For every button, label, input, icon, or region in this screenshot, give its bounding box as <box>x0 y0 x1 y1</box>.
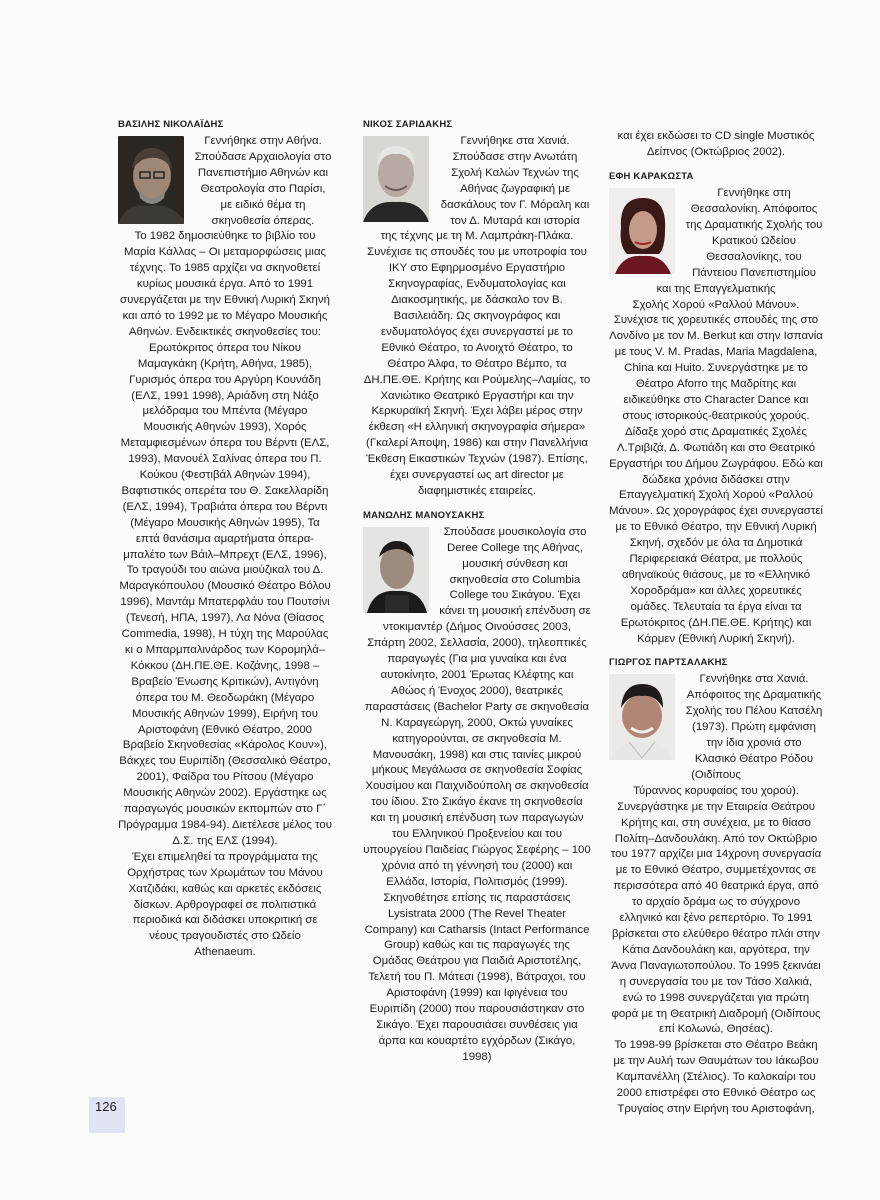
bio-intro-text: Γεννήθηκε στα Χανιά. Απόφοιτος της Δραματικής Σχολής του Πέλου Κατσέλη (1973). Πρώτη εμφάνιση την ίδια χρονιά στο Κλασικό Θέατρο Ρόδου (Οιδίπους <box>685 673 823 781</box>
person-name: ΜΑΝΩΛΗΣ ΜΑΝΟΥΣΑΚΗΣ <box>363 509 485 521</box>
bio-intro-text: Γεννήθηκε στη Θεσσαλονίκη. Απόφοιτος της Δραματικής Σχολής του Κρατικού Ωδείου Θεσσαλονίκης, του Πάντειου Πανεπιστημίου και της Επαγγελματικής <box>656 187 823 295</box>
person-name: ΕΦΗ ΚΑΡΑΚΩΣΤΑ <box>609 171 694 183</box>
portrait-photo <box>609 674 675 760</box>
portrait-photo <box>118 136 184 224</box>
bio-nikolaidis <box>118 118 332 961</box>
bio-body-text: Σχολής Χορού «Ραλλού Μάνου». Συνέχισε τις χορευτικές σπουδές της στο Λονδίνο με τον Μ. Berkut και στην Ισπανία με τους V. M. Pradas, Maria Magdalena, China και Huito. Συνεργάστηκε με το Θέατρο Aforro της Μαδρίτης και ειδικεύθηκε στο Character Dance και στους ιστορικούς-θεατρικούς χορούς. Δίδαξε χορό στις Δραματικές Σχολές Λ.Τριβιζά, Δ. Φωτιάδη και στο Θεατρικό Εργαστήρι του Δήμου Ζωγράφου. Εδώ και δώδεκα χρόνια διδάσκει στην Επαγγελματική Σχολή Χορού «Ραλλού Μάνου». Ως χορογράφος έχει συνεργαστεί με το Εθνικό Θέατρο, την Εθνική Λυρική Σκηνή, σχεδόν με όλα τα Δημοτικά Περιφερειακά Θέατρα, με πολλούς αθηναϊκούς θιάσους, με το «Ελληνικό Χοροδράμα» και άλλες χορευτικές ομάδες. Τελευταία τα έργα είναι τα Ερωτόκριτος (ΔΗ.ΠΕ.ΘΕ. Κρήτης) και Κάρμεν (Εθνική Λυρική Σκηνή). <box>609 298 823 645</box>
page-number: 126 <box>89 1097 125 1133</box>
bio-body-text: Τύραννος κορυφαίος του χορού). Συνεργάστηκε με την Εταιρεία Θεάτρου Κρήτης και, στη συνέχεια, με το θίασο Πολίτη–Δανδουλάκη. Από τον Οκτώβριο του 1977 αρχίζει μια 14χρονη συνεργασία με το Εθνικό Θέατρο, συμμετέχοντας σε περισσότερα από 40 θεατρικά έργα, από το αρχαίο δράμα ως το σύγχρονο ελληνικό και ξένο ρεπερτόριο. Το 1991 βρίσκεται στο ελεύθερο θέατρο πλάι στην Κάτια Δανδουλάκη και, αργότερα, την Άννα Παναγιωτοπούλου. Το 1995 ξεκινάει η συνεργασία του με τον Τάσο Χαλκιά, ενώ το 1998 συνεργάζεται για πρώτη φορά με τη Θεατρική Διαδρομή (Οιδίπους επί Κολωνώ, Θησέας). <box>610 784 822 1036</box>
bio-body-text: ντοκιμαντέρ (Δήμος Οινούσσες 2003, Σπάρτη 2002, Σελλασία, 2000), τηλεοπτικές παραγωγές (Για μια γυναίκα και ένα αυτοκίνητο, 2001 Έρωτας Κλέφτης και Αθώος ή Ένοχος 2000), θεατρικές παραστάσεις (Bachelor Party σε σκηνοθεσία Ν. Καραγεώργη, 2000, Οκτώ γυναίκες κατηγορούνται, σε σκηνοθεσία Μ. Μανουσάκη, 1998) και στις ταινίες μικρού μήκους Μεγάλωσα σε σκηνοθεσία Σοφίας Χουσίμου και Παιχνιδούπολη σε σκηνοθεσία του ίδιου. Στο Σικάγο έκανε τη σκηνοθεσία και τη μουσική επένδυση των παραγωγών του Ελληνικού Προξενείου και του υπουργείου Παιδείας Γιώργος Σεφέρης – 100 χρόνια από τη γέννησή του (2000) και Ελλάδα, Ιστορία, Πολιτισμός (1999). Σκηνοθέτησε επίσης τις παραστάσεις Lysistrata 2000 (The Revel Theater Company) και Catharsis (Intact Performance Group) καθώς και τις παραγωγές της Ομάδας Θεάτρου για Παιδιά Αριστοτέλης, Τελετή του Π. Μάτεσι (1998), Βάτραχοι, του Αριστοφάνη (1999) και Ιφιγένεια του Ευριπίδη (2000) που παρουσιάστηκαν στο Σικάγο. Έχει παρουσιάσει συνθέσεις για άρπα και κουαρτέτο εγχόρδων (Σικάγο, 1998) <box>363 621 591 1063</box>
portrait-photo <box>363 527 429 613</box>
person-name: ΒΑΣΙΛΗΣ ΝΙΚΟΛΑΪΔΗΣ <box>118 119 224 130</box>
portrait-photo <box>609 188 675 274</box>
bio-body-text: Το 1982 δημοσιεύθηκε το βιβλίο του Μαρία Κάλλας – Οι μεταμορφώσεις μιας τέχνης. Το 1985 αρχίζει να σκηνοθετεί κυρίως μουσικά έργα. Από το 1991 συνεργάζεται με την Εθνική Λυρική Σκηνή και από το 1992 με το Μέγαρο Μουσικής Αθηνών. Ενδεικτικές σκηνοθεσίες του: Ερωτόκριτος όπερα του Νίκου Μαμαγκάκη (Κρήτη, Αθήνα, 1985), Γυρισμός όπερα του Αργύρη Κουνάδη (ΕΛΣ, 1991 1998), Αριάδνη στη Νάξο μελόδραμα του Μπέντα (Μέγαρο Μουσικής Αθηνών 1993), Χορός Μεταμφιεσμένων όπερα του Βέρντι (ΕΛΣ, 1993), Μανουέλ Σαλίνας όπερα του Π. Κούκου (Φεστιβάλ Αθηνών 1994), Βαφτιστικός οπερέτα του Θ. Σακελλαρίδη (ΕΛΣ, 1994), Τραβιάτα όπερα του Βέρντι (Μέγαρο Μουσικής Αθηνών 1995), Τα επτά θανάσιμα αμαρτήματα όπερα-μπαλέτο των Βάιλ–Μπρεχτ (ΕΛΣ, 1996), Το τραγούδι του αιώνα μιούζικαλ του Δ. Μαραγκόπουλου (Μουσικό Θέατρο Βόλου 1996), Μαντάμ Μπατερφλάυ του Πουτσίνι (Τενεσή, ΗΠΑ, 1997), Λα Νόνα (Θίασος Commedia, 1998), Η τύχη της Μαρούλας κι ο Μπαρμπαλινάρδος των Κορομηλά–Κόκκου (ΔΗ.ΠΕ.ΘΕ. Κοζάνης, 1998 – Βραβείο Ένωσης Κριτικών), Αντιγόνη όπερα του Μ. Θεοδωράκη (Μέγαρο Μουσικής Αθηνών 1999), Ειρήνη του Αριστοφάνη (Εθνικό Θέατρο, 2000 Βραβείο Σκηνοθεσίας «Κάρολος Κουν»), Βάκχες του Ευριπίδη (Θεσσαλικό Θέατρο, 2001), Φαίδρα του Ρίτσου (Μέγαρο Μουσικής Αθηνών 2002). Εργάστηκε ως παραγωγός μουσικών εκπομπών στο Γ΄ Πρόγραμμα 1984-94). Διετέλεσε μέλος του Δ.Σ. της ΕΛΣ (1994). <box>118 230 332 847</box>
continued-text: και έχει εκδώσει το CD single Μυστικός Δείπνος (Οκτώβριος 2002). <box>617 130 815 159</box>
bio-saridakis <box>363 118 591 500</box>
bio-intro-text: Γεννήθηκε στα Χανιά. Σπούδασε στην Ανωτάτη Σχολή Καλών Τεχνών της Αθήνας ζωγραφική με δασκάλους τον Γ. Μόραλη και τον Δ. Μυταρά και ιστορία <box>440 135 590 227</box>
bio-manousakis <box>363 509 591 1066</box>
bio-intro-text: Γεννήθηκε στην Αθήνα. Σπούδασε Αρχαιολογία στο Πανεπιστήμιο Αθηνών και Θεατρολογία στο Παρίσι, με ειδικό θέμα τη σκηνοθεσία όπερας. <box>194 135 332 227</box>
bio-body-text-2: Έχει επιμεληθεί τα προγράμματα της Ορχήστρας των Χρωμάτων του Μάνου Χατζιδάκι, καθώς και αρκετές εκδόσεις δίσκων. Αρθρογραφεί σε πολιτιστικά περιοδικά και διδάσκει υποκριτική σε νέους τραγουδιστές στο Ωδείο Athenaeum. <box>127 850 323 959</box>
column-1 <box>118 118 332 970</box>
bio-partsalakis <box>609 656 823 1117</box>
bio-karakosta <box>609 170 823 647</box>
bio-body-text-2: Το 1998-99 βρίσκεται στο Θέατρο Βεάκη με την Αυλή των Θαυμάτων του Ιάκωβου Καμπανέλλη (Στέλιος). Το καλοκαίρι του 2000 επιστρέφει στο Εθνικό Θέατρο ως Τρυγαίος στην Ειρήνη του Αριστοφάνη, <box>613 1039 819 1115</box>
column-2 <box>363 118 591 1075</box>
person-name: ΝΙΚΟΣ ΣΑΡΙΔΑΚΗΣ <box>363 119 453 130</box>
person-name: ΓΙΩΡΓΟΣ ΠΑΡΤΣΑΛΑΚΗΣ <box>609 657 728 669</box>
column-3 <box>609 118 823 1127</box>
bio-body-text: της τέχνης με τη Μ. Λαμπράκη-Πλάκα. Συνέχισε τις σπουδές του με υποτροφία του ΙΚΥ στο Εφηρμοσμένο Εργαστήριο Σκηνογραφίας, Ενδυματολογίας και Διακοσμητικής, με δάσκαλο τον Β. Βασιλειάδη. Ως σκηνογράφος και ενδυματολόγος έχει συνεργαστεί με το Εθνικό Θέατρο, το Ανοιχτό Θέατρο, το Θέατρο Άλφα, το Θέατρο Βέμπο, τα ΔΗ.ΠΕ.ΘΕ. Κρήτης και Ρούμελης–Λαμίας, το Χανιώτικο Θεατρικό Εργαστήρι και την Κερκυραϊκή Σκηνή. Έχει λάβει μέρος στην έκθεση «Η ελληνική σκηνογραφία σήμερα» (Γκαλερί Άποψη, 1986) και στην Πανελλήνια Έκθεση Εικαστικών Τεχνών (1987). Επίσης, έχει συνεργαστεί ως art director με διαφημιστικές εταιρείες. <box>363 230 591 497</box>
bio-intro-text: Σπούδασε μουσικολογία στο Deree College της Αθήνας, μουσική σύνθεση και σκηνοθεσία στο Columbia College του Σικάγου. Έχει κάνει τη μουσική επένδυση σε <box>439 525 591 618</box>
portrait-photo <box>363 136 429 222</box>
